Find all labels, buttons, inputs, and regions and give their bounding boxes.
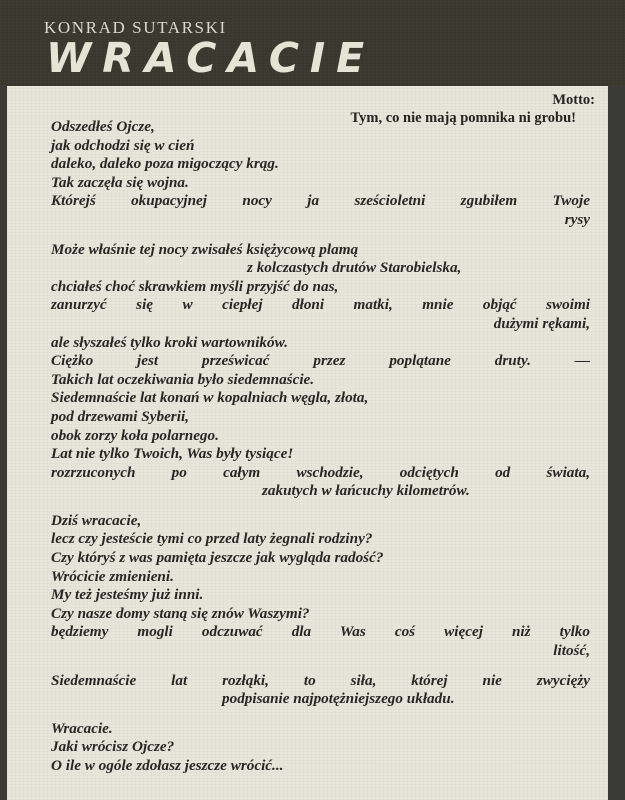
- poem-line: rozrzuconych po całym wschodzie, odciętych od świata,: [51, 463, 590, 481]
- paper-sheet: [7, 86, 608, 800]
- author-name: KONRAD SUTARSKI: [44, 18, 227, 37]
- poem-line: będziemy mogli odczuwać dla Was coś więcej niż tylko: [51, 623, 590, 641]
- poem-line: Dziś wracacie,: [51, 511, 142, 529]
- poem-line: Siedemnaście lat konań w kopalniach węgla, złota,: [51, 389, 369, 407]
- poem-stanza: [7, 241, 608, 501]
- poem-line: Jaki wrócisz Ojcze?: [51, 738, 175, 756]
- poem-line: daleko, daleko poza migoczący krąg.: [51, 155, 279, 173]
- poem-stanza: [7, 512, 608, 661]
- poem-line: zakutych w łańcuchy kilometrów.: [262, 482, 470, 500]
- poem-line: zanurzyć się w ciepłej dłoni matki, mnie objąć swoimi: [51, 296, 590, 314]
- poem-line: Może właśnie tej nocy zwisałeś księżycową plamą: [51, 240, 359, 258]
- poem-line: Siedemnaście lat rozłąki, to siła, której nie zwycięży: [51, 671, 590, 689]
- page-title: WRACACIE: [46, 34, 376, 82]
- poem-line: Lat nie tylko Twoich, Was były tysiące!: [51, 445, 294, 463]
- poem-line: Czy nasze domy staną się znów Waszymi?: [51, 604, 310, 622]
- poem-line: dużymi rękami,: [493, 314, 590, 332]
- poem-line: Wracacie.: [51, 719, 113, 737]
- poem-line: My też jesteśmy już inni.: [51, 586, 204, 604]
- poem-line: Czy któryś z was pamięta jeszcze jak wygląda radość?: [51, 549, 384, 567]
- poem-stanza: [7, 720, 608, 776]
- motto-label: Motto:: [552, 92, 595, 108]
- poem-line: Takich lat oczekiwania było siedemnaście.: [51, 370, 315, 388]
- poem-stanza: [7, 118, 608, 230]
- poem-line: Ciężko jest prześwicać przez poplątane druty. —: [51, 352, 590, 370]
- poem-line: ale słyszałeś tylko kroki wartowników.: [51, 333, 288, 351]
- masthead-banner: [0, 0, 625, 86]
- poem-line: rysy: [564, 210, 590, 228]
- poem-stanza: [7, 672, 608, 709]
- poem-line: Którejś okupacyjnej nocy ja sześcioletni zgubiłem Twoje: [51, 192, 590, 210]
- motto-text: Tym, co nie mają pomnika ni grobu!: [350, 110, 576, 126]
- poem-line: z kolczastych drutów Starobielska,: [247, 259, 462, 277]
- poem-line: chciałeś choć skrawkiem myśli przyjść do nas,: [51, 277, 339, 295]
- poem-line: Tak zaczęła się wojna.: [51, 173, 189, 191]
- poem-line: Wrócicie zmienieni.: [51, 567, 174, 585]
- poem-line: lecz czy jesteście tymi co przed laty żegnali rodziny?: [51, 530, 373, 548]
- poem-line: O ile w ogóle zdołasz jeszcze wrócić...: [51, 757, 284, 774]
- poem-line: Odszedłeś Ojcze,: [51, 118, 155, 135]
- poem-line: jak odchodzi się w cień: [51, 136, 195, 154]
- poem-body: [7, 118, 608, 787]
- poem-line: podpisanie najpotężniejszego układu.: [222, 690, 455, 708]
- poem-line: litość,: [553, 642, 590, 660]
- poem-line: pod drzewami Syberii,: [51, 407, 189, 425]
- poem-line: obok zorzy koła polarnego.: [51, 426, 219, 444]
